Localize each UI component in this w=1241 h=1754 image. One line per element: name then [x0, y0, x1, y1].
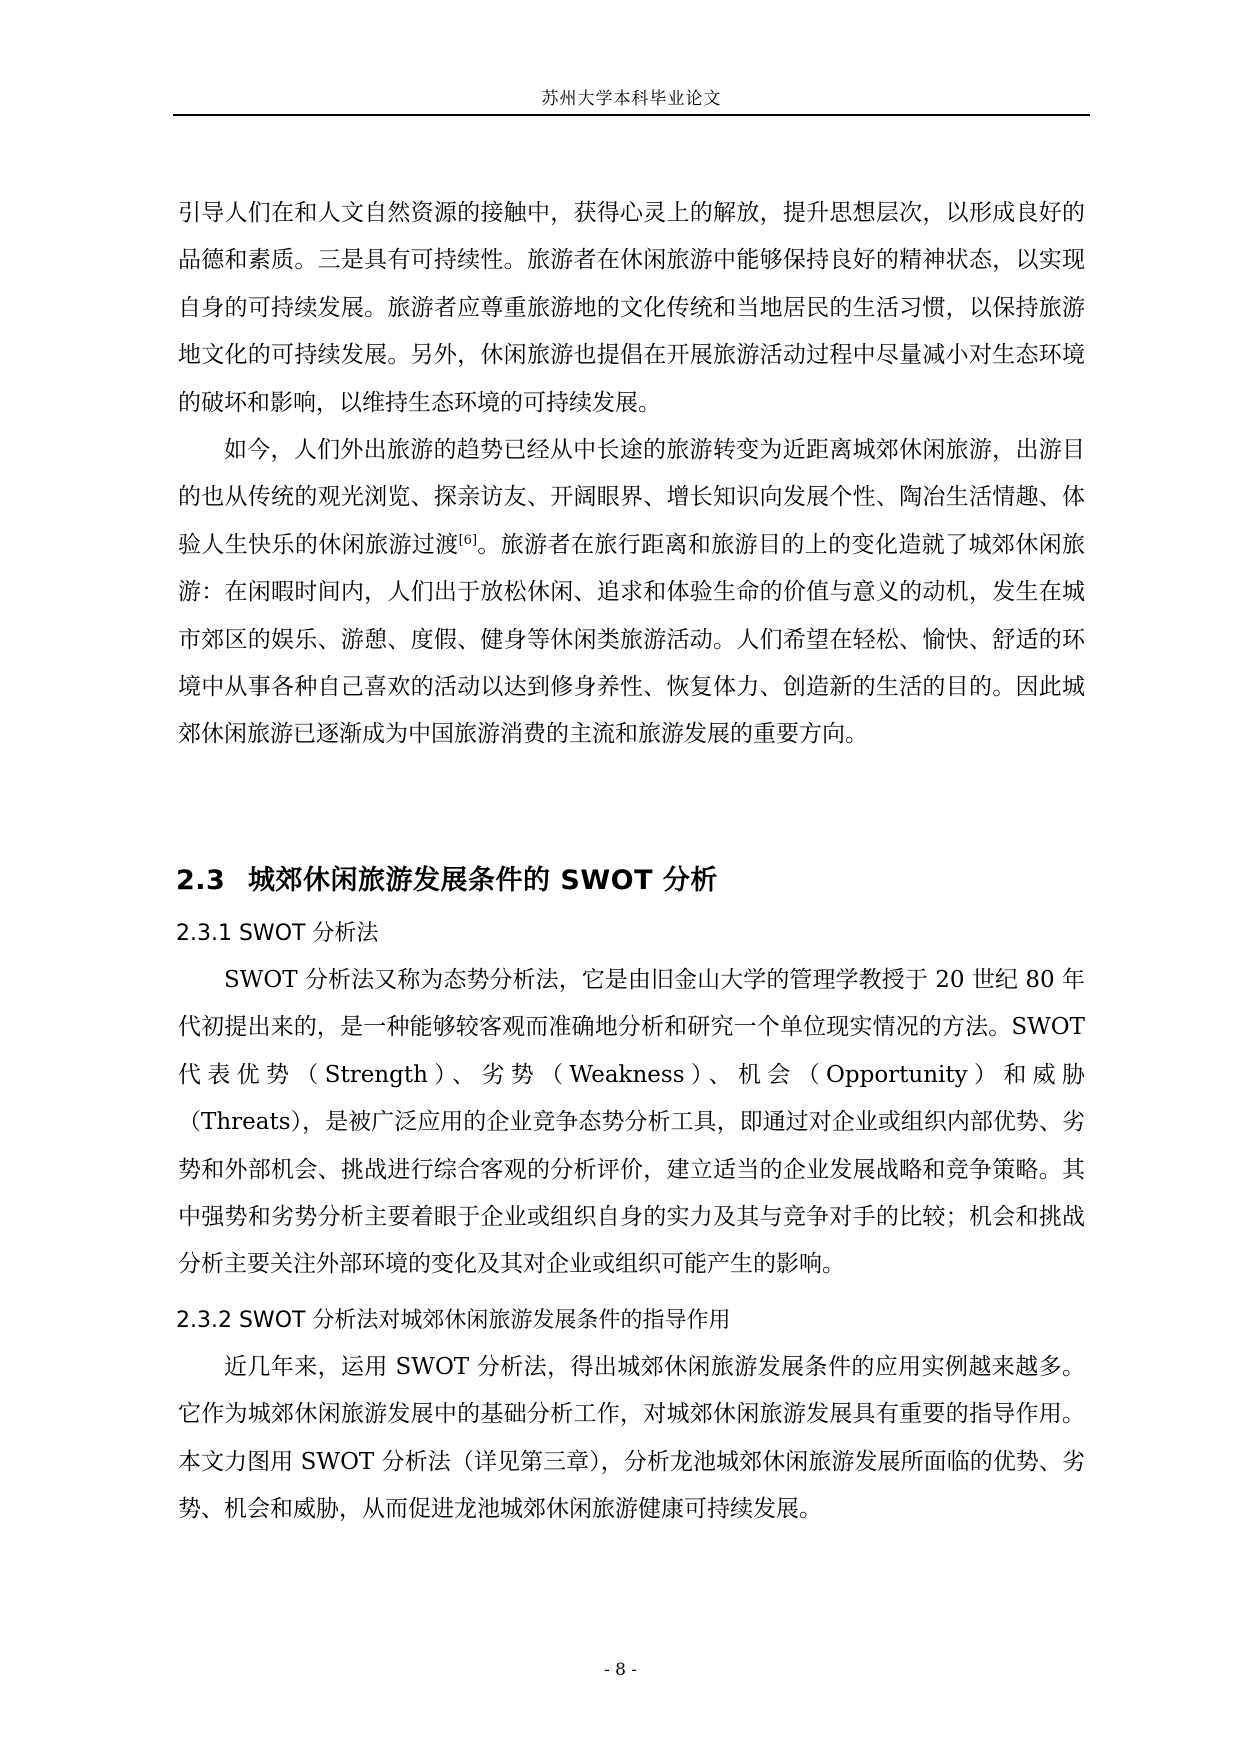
- section-number: 2.3: [176, 865, 226, 896]
- paragraph-text-part: 如今，人们外出旅游的趋势已经从中长途的旅游转变为近距离城郊休闲旅游，出游目的也从传统的观光浏览、探亲访友、开阔眼界、增长知识向发展个性、陶冶生活情趣、体验人生快乐的休闲旅游过渡: [178, 437, 1085, 558]
- paragraph-continuation: 引导人们在和人文自然资源的接触中，获得心灵上的解放，提升思想层次，以形成良好的品德和素质。三是具有可持续性。旅游者在休闲旅游中能够保持良好的精神状态，以实现自身的可持续发展。旅游者应尊重旅游地的文化传统和当地居民的生活习惯，以保持旅游地文化的可持续发展。另外，休闲旅游也提倡在开展旅游活动过程中尽量减小对生态环境的破坏和影响，以维持生态环境的可持续发展。: [178, 200, 1085, 416]
- body-text-2-3-1: [178, 957, 1085, 1289]
- paragraph-swot-guidance: 近几年来，运用 SWOT 分析法，得出城郊休闲旅游发展条件的应用实例越来越多。它作为城郊休闲旅游发展中的基础分析工作，对城郊休闲旅游发展具有重要的指导作用。本文力图用 SWOT 分析法（详见第三章），分析龙池城郊休闲旅游发展所面临的优势、劣势、机会和威胁，从而促进龙池城郊休闲旅游健康可持续发展。: [178, 1354, 1085, 1523]
- paragraph-urban-leisure-trend: [178, 427, 1085, 759]
- subsection-heading-2-3-2: 2.3.2 SWOT 分析法对城郊休闲旅游发展条件的指导作用: [176, 1308, 731, 1333]
- header-rule: [173, 114, 1090, 116]
- body-text-2-3-2: [178, 1344, 1085, 1534]
- running-header: 苏州大学本科毕业论文: [541, 89, 722, 109]
- subsection-heading-2-3-1: 2.3.1 SWOT 分析法: [176, 921, 379, 946]
- paragraph-swot-method: SWOT 分析法又称为态势分析法，它是由旧金山大学的管理学教授于 20 世纪 80 年代初提出来的，是一种能够较客观而准确地分析和研究一个单位现实情况的方法。SWOT 代表优势（Strength）、劣势（Weakness）、机会（Opportunity）和威胁（Threats），是被广泛应用的企业竞争态势分析工具，即通过对企业或组织内部优势、劣势和外部机会、挑战进行综合客观的分析评价，建立适当的企业发展战略和竞争策略。其中强势和劣势分析主要着眼于企业或组织自身的实力及其与竞争对手的比较；机会和挑战分析主要关注外部环境的变化及其对企业或组织可能产生的影响。: [178, 967, 1085, 1278]
- page-number: - 8 -: [603, 1660, 638, 1680]
- section-heading-2-3: [176, 858, 718, 897]
- section-title: 城郊休闲旅游发展条件的 SWOT 分析: [248, 865, 718, 896]
- paragraph-text-part: 。旅游者在旅行距离和旅游目的上的变化造就了城郊休闲旅游：在闲暇时间内，人们出于放松休闲、追求和体验生命的价值与意义的动机，发生在城市郊区的娱乐、游憩、度假、健身等休闲类旅游活动。人们希望在轻松、愉快、舒适的环境中从事各种自己喜欢的活动以达到修身养性、恢复体力、创造新的生活的目的。因此城郊休闲旅游已逐渐成为中国旅游消费的主流和旅游发展的重要方向。: [178, 531, 1086, 748]
- citation-ref: [6]: [458, 532, 478, 548]
- body-text-top: [178, 190, 1085, 759]
